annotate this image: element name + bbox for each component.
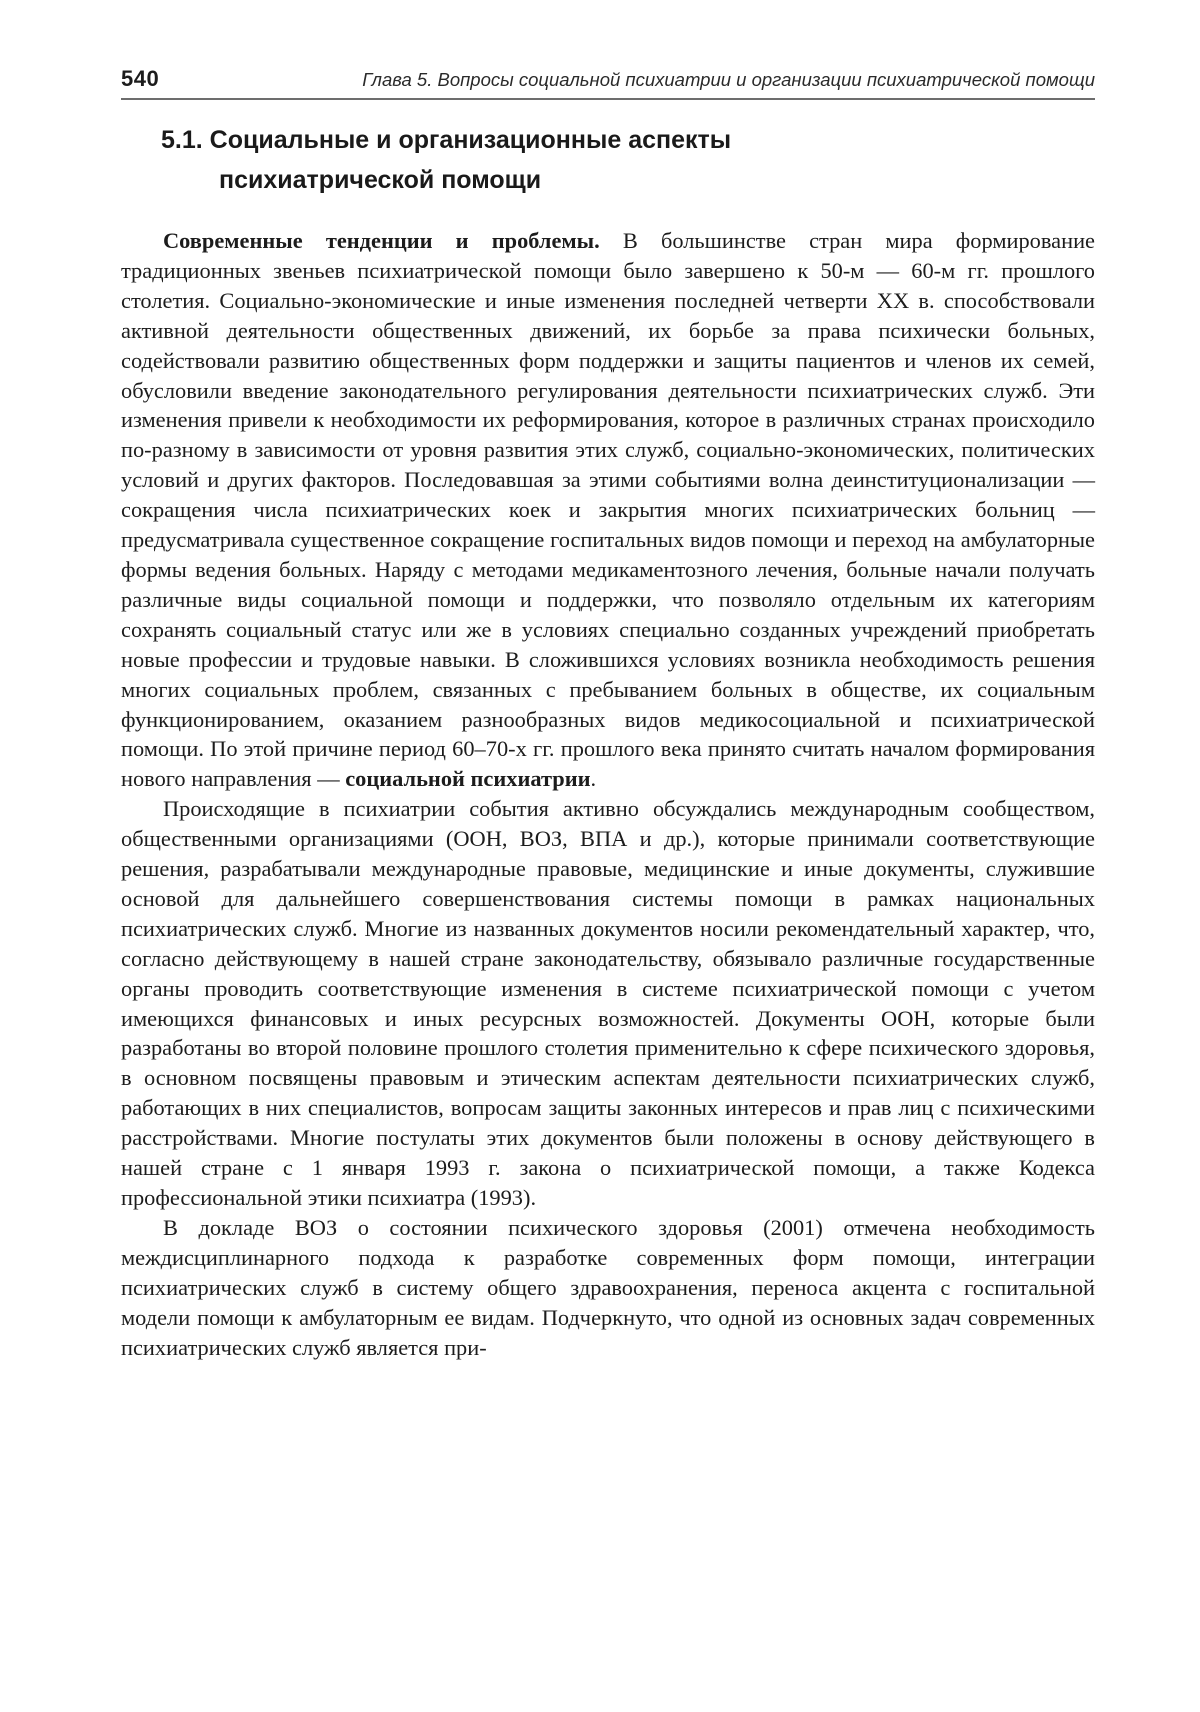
- section-heading-line-1: 5.1. Социальные и организационные аспекты: [161, 126, 732, 154]
- page-number: 540: [121, 66, 160, 91]
- paragraph-3: В докладе ВОЗ о состоянии психического здоровья (2001) отмечена необходимость междисциплинарного подхода к разработке современных форм помощи, интеграции психиатрических служб в систему общего здравоохранения, переноса акцента с госпитальной модели помощи к амбулаторным ее видам. Подчеркнуто, что одной из основных задач современных психиатрических служб является при-: [121, 1214, 1095, 1360]
- book-page: [121, 66, 1095, 1362]
- paragraph-2: Происходящие в психиатрии события активно обсуждались международным сообществом, общественными организациями (ООН, ВОЗ, ВПА и др.), которые принимали соответствующие решения, разрабатывали международные правовые, медицинские и иные документы, служившие основой для дальнейшего совершенствования системы помощи в рамках национальных психиатрических служб. Многие из названных документов носили рекомендательный характер, что, согласно действующему в нашей стране законодательству, обязывало различные государственные органы проводить соответствующие изменения в системе психиатрической помощи с учетом имеющихся финансовых и иных ресурсных возможностей. Документы ООН, которые были разработаны во второй половине прошлого столетия применительно к сфере психического здоровья, в основном посвящены правовым и этическим аспектам деятельности психиатрических служб, работающих в них специалистов, вопросам защиты законных интересов и прав лиц с психическими расстройствами. Многие постулаты этих документов были положены в основу действующего в нашей стране с 1 января 1993 г. закона о психиатрической помощи, а также Кодекса профессиональной этики психиатра (1993).: [121, 796, 1095, 1210]
- paragraph-1-body: В большинстве стран мира формирование традиционных звеньев психиатрической помощи было завершено к 50-м — 60-м гг. прошлого столетия. Социально-экономические и иные изменения последней четверти XX в. способствовали активной деятельности общественных движений, их борьбе за права психически больных, содействовали развитию общественных форм поддержки и защиты пациентов и членов их семей, обусловили введение законодательного регулирования деятельности психиатрических служб. Эти изменения привели к необходимости их реформирования, которое в различных странах происходило по-разному в зависимости от уровня развития этих служб, социально-экономических, политических условий и других факторов. Последовавшая за этими событиями волна деинституционализации — сокращения числа психиатрических коек и закрытия многих психиатрических больниц — предусматривала существенное сокращение госпитальных видов помощи и переход на амбулаторные формы ведения больных. Наряду с методами медикаментозного лечения, больные начали получать различные виды социальной помощи и поддержки, что позволяло отдельным их категориям сохранять социальный статус или же в условиях специально созданных учреждений приобретать новые профессии и трудовые навыки. В сложившихся условиях возникла необходимость решения многих социальных проблем, связанных с пребыванием больных в обществе, их социальным функционированием, оказанием разнообразных видов медикосоциальной и психиатрической помощи. По этой причине период 60–70-х гг. прошлого века принято считать началом формирования нового направления —: [121, 228, 1095, 792]
- paragraph-1: [121, 226, 1095, 794]
- paragraph-1-lead: Современные тенденции и проблемы.: [163, 228, 600, 253]
- paragraph-1-end: .: [590, 766, 597, 792]
- chapter-title: Глава 5. Вопросы социальной психиатрии и организации психиатрической помощи: [362, 69, 1095, 90]
- body-text: [121, 226, 1095, 1362]
- section-heading-line-2: психиатрической помощи: [219, 166, 542, 194]
- running-header: [121, 66, 1095, 100]
- section-heading: [161, 120, 1095, 200]
- paragraph-1-term: социальной психиатрии: [345, 766, 591, 792]
